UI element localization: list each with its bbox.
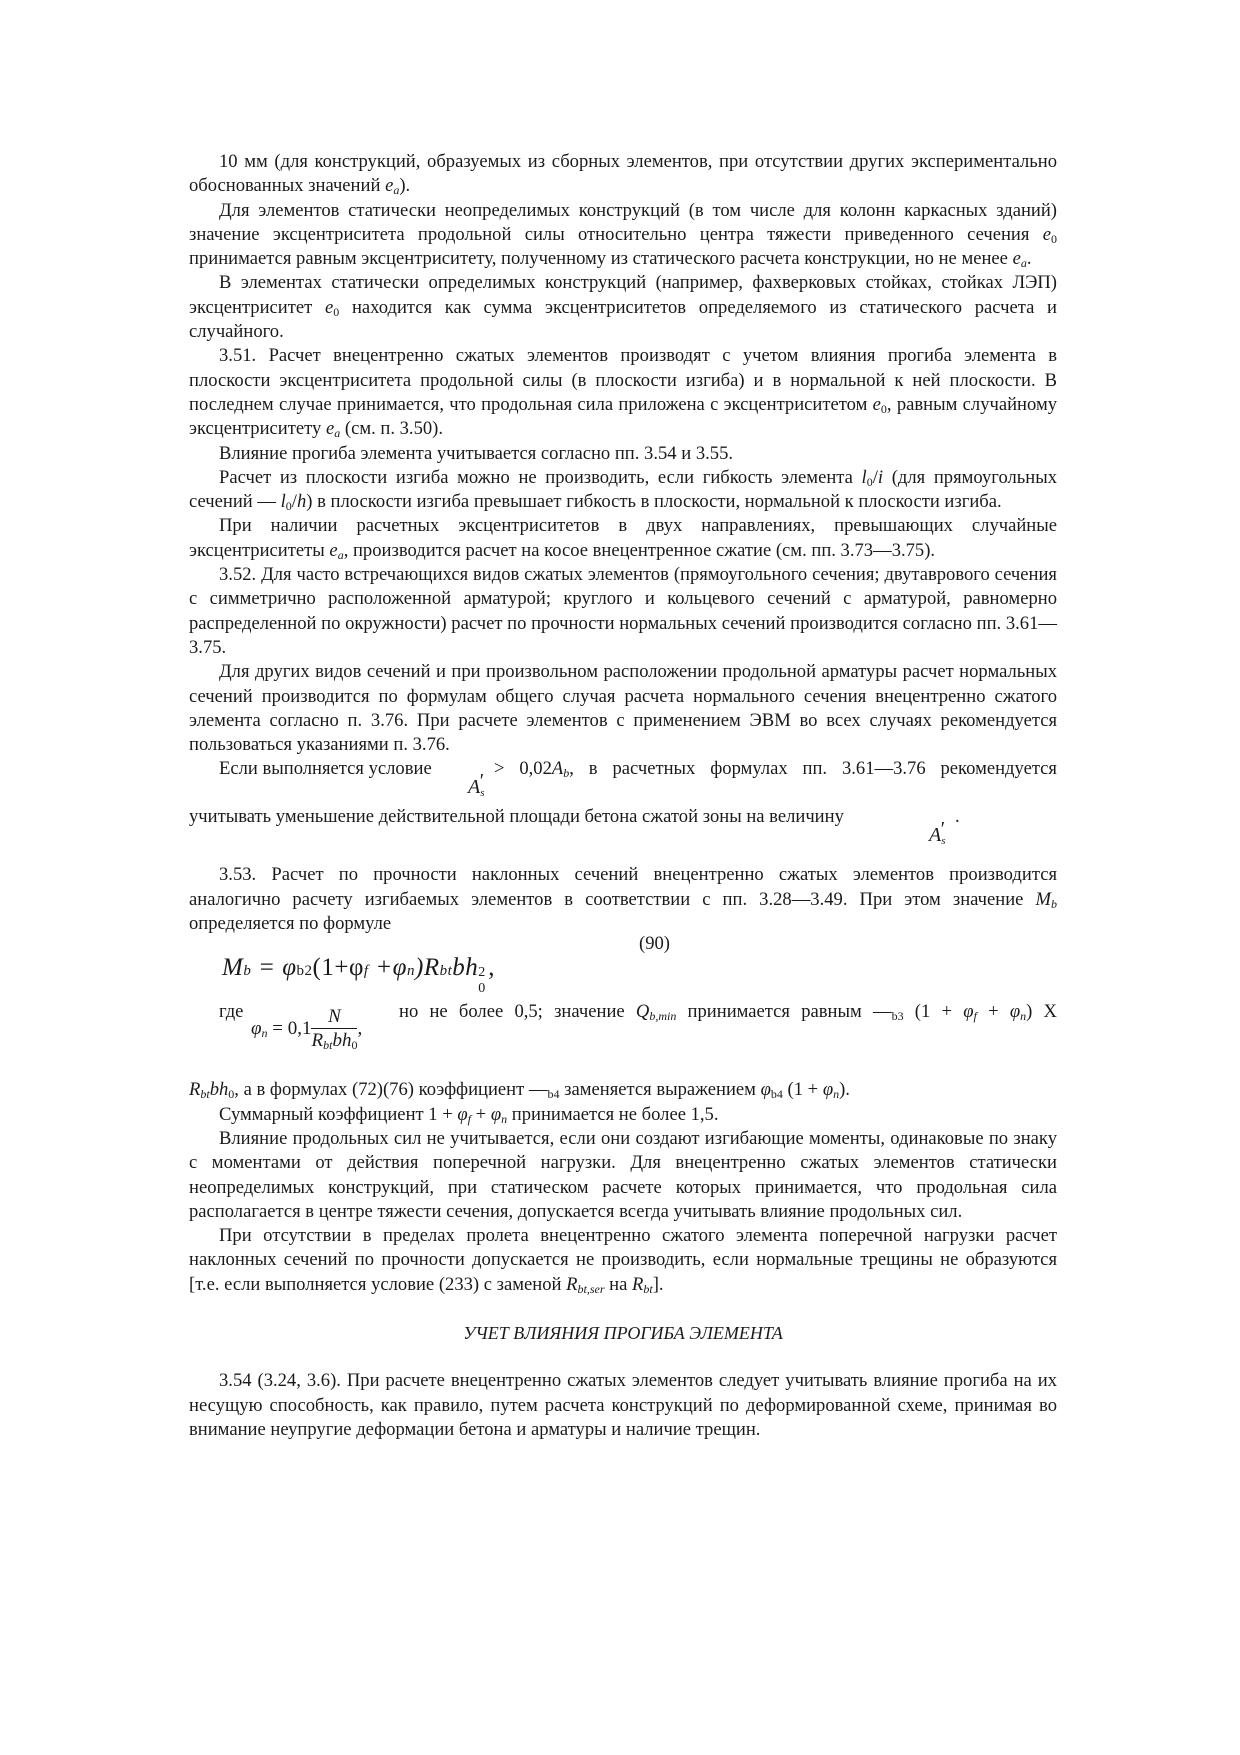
document-page [189, 150, 1057, 1442]
paragraph: Влияние продольных сил не учитывается, если они создают изгибающие моменты, одинаковые по знаку с моментами от действия поперечной нагрузки. Для внецентренно сжатых элементов статически неопределимых конструкций, при статическом расчете которых принимается, что продольная сила располагается в центре тяжести сечения, допускается всегда учитывать влияние продольных сил. [189, 1127, 1057, 1222]
equation-number: (90) [639, 933, 670, 955]
section-title: УЧЕТ ВЛИЯНИЯ ПРОГИБА ЭЛЕМЕНТА [463, 1322, 783, 1343]
paragraph: Для других видов сечений и при произвольном расположении продольной арматуры расчет нормальных сечений производится по формулам общего случая расчета нормального сечения внецентренно сжатого элемента согласно п. 3.76. При расчете элементов с применением ЭВМ во всех случаях рекомендуется пользоваться указаниями п. 3.76. [189, 661, 1057, 756]
paragraph: Для элементов статически неопределимых конструкций (в том числе для колонн каркасных зданий) значение эксцентриситета продольной силы относительно центра тяжести приведенного сечения $e_0$ принимается равным эксцентриситету, полученному из статического расчета конструкции, но не менее $e_a$. [189, 199, 1057, 271]
formula-mb: Mb = φb2(1+φf +φn)Rbtbh 2 0 , [222, 954, 496, 997]
where-block: где $\varphi_n = 0,1$ $\frac{N}{R_{bt}bh_0}$ , но не более 0,5; значение $Q_{b,min}$ принимается равным $—_{b3}$ $(1 + \varphi_f + \varphi_n)$ Х [219, 1001, 1057, 1053]
formula-phi-n: $\varphi_n = 0,1$ $\frac{N}{R_{bt}bh_0}$ , [251, 1006, 363, 1053]
as-symbol: $A_s'$ [468, 770, 485, 800]
paragraph-3-54: 3.54 (3.24, 3.6). При расчете внецентренно сжатых элементов следует учитывать влияние прогиба на их несущую способность, как правило, путем расчета конструкций по деформированной схеме, принимая во внимание неупругие деформации бетона и арматуры и наличие трещин. [189, 1370, 1057, 1440]
paragraph: Суммарный коэффициент $1 + \varphi_f + \varphi_n$ принимается не более 1,5. [219, 1103, 719, 1126]
paragraph: Влияние прогиба элемента учитывается согласно пп. 3.54 и 3.55. [219, 442, 734, 464]
paragraph: При наличии расчетных эксцентриситетов в двух направлениях, превышающих случайные эксцентриситеты $e_a$, производится расчет на косое внецентренное сжатие (см. пп. 3.73—3.75). [189, 515, 1057, 562]
paragraph-3-51: 3.51. Расчет внецентренно сжатых элементов производят с учетом влияния прогиба элемента в плоскости эксцентриситета продольной силы (в плоскости изгиба) и в нормальной к ней плоскости. В последнем случае принимается, что продольная сила приложена с эксцентриситетом $e_0$, равным случайному эксцентриситету $e_a$ (см. п. 3.50). [189, 345, 1058, 441]
as-symbol: $A_s'$ [929, 818, 946, 848]
paragraph-3-52: 3.52. Для часто встречающихся видов сжатых элементов (прямоугольного сечения; двутаврового сечения с симметрично расположенной арматурой; круглого и кольцевого сечений с арматурой, равномерно распределенной по окружности) расчет по прочности нормальных сечений производится согласно пп. 3.61—3.75. [189, 564, 1057, 658]
formula-90 [189, 933, 1057, 1000]
paragraph: 10 мм (для конструкций, образуемых из сборных элементов, при отсутствии других экспериментально обоснованных значений $e_a$). [189, 151, 1057, 198]
condition-row-2: учитывать уменьшение действительной площади бетона сжатой зоны на величину $A_s'$ . [189, 806, 960, 848]
paragraph: $R_{bt}bh_0$, а в формулах (72)(76) коэффициент $—_{b4}$ заменяется выражением $\varphi_{b4}$ $(1 + \varphi_n)$. [189, 1079, 850, 1102]
paragraph: В элементах статически определимых конструкций (например, фахверковых стойках, стойках ЛЭП) эксцентриситет $e_0$ находится как сумма эксцентриситетов определяемого из статического расчета и случайного. [189, 272, 1057, 343]
paragraph-3-53: 3.53. Расчет по прочности наклонных сечений внецентренно сжатых элементов производится аналогично расчету изгибаемых элементов в соответствии с пп. 3.28—3.49. При этом значение $M_b$ определяется по формуле [189, 864, 1057, 935]
paragraph: При отсутствии в пределах пролета внецентренно сжатого элемента поперечной нагрузки расчет наклонных сечений по прочности допускается не производить, если нормальные трещины не образуются [т.е. если выполняется условие (233) с заменой $R_{bt,ser}$ на $R_{bt}$]. [189, 1225, 1057, 1296]
condition-row: Если выполняется условие $A_s'$ > $0,02A_b$, в расчетных формулах пп. 3.61—3.76 рекомендуется [219, 758, 1057, 800]
paragraph: Расчет из плоскости изгиба можно не производить, если гибкость элемента $l_0/i$ (для прямоугольных сечений — $l_0/h$) в плоскости изгиба превышает гибкость в плоскости, нормальной к плоскости изгиба. [189, 466, 1057, 514]
